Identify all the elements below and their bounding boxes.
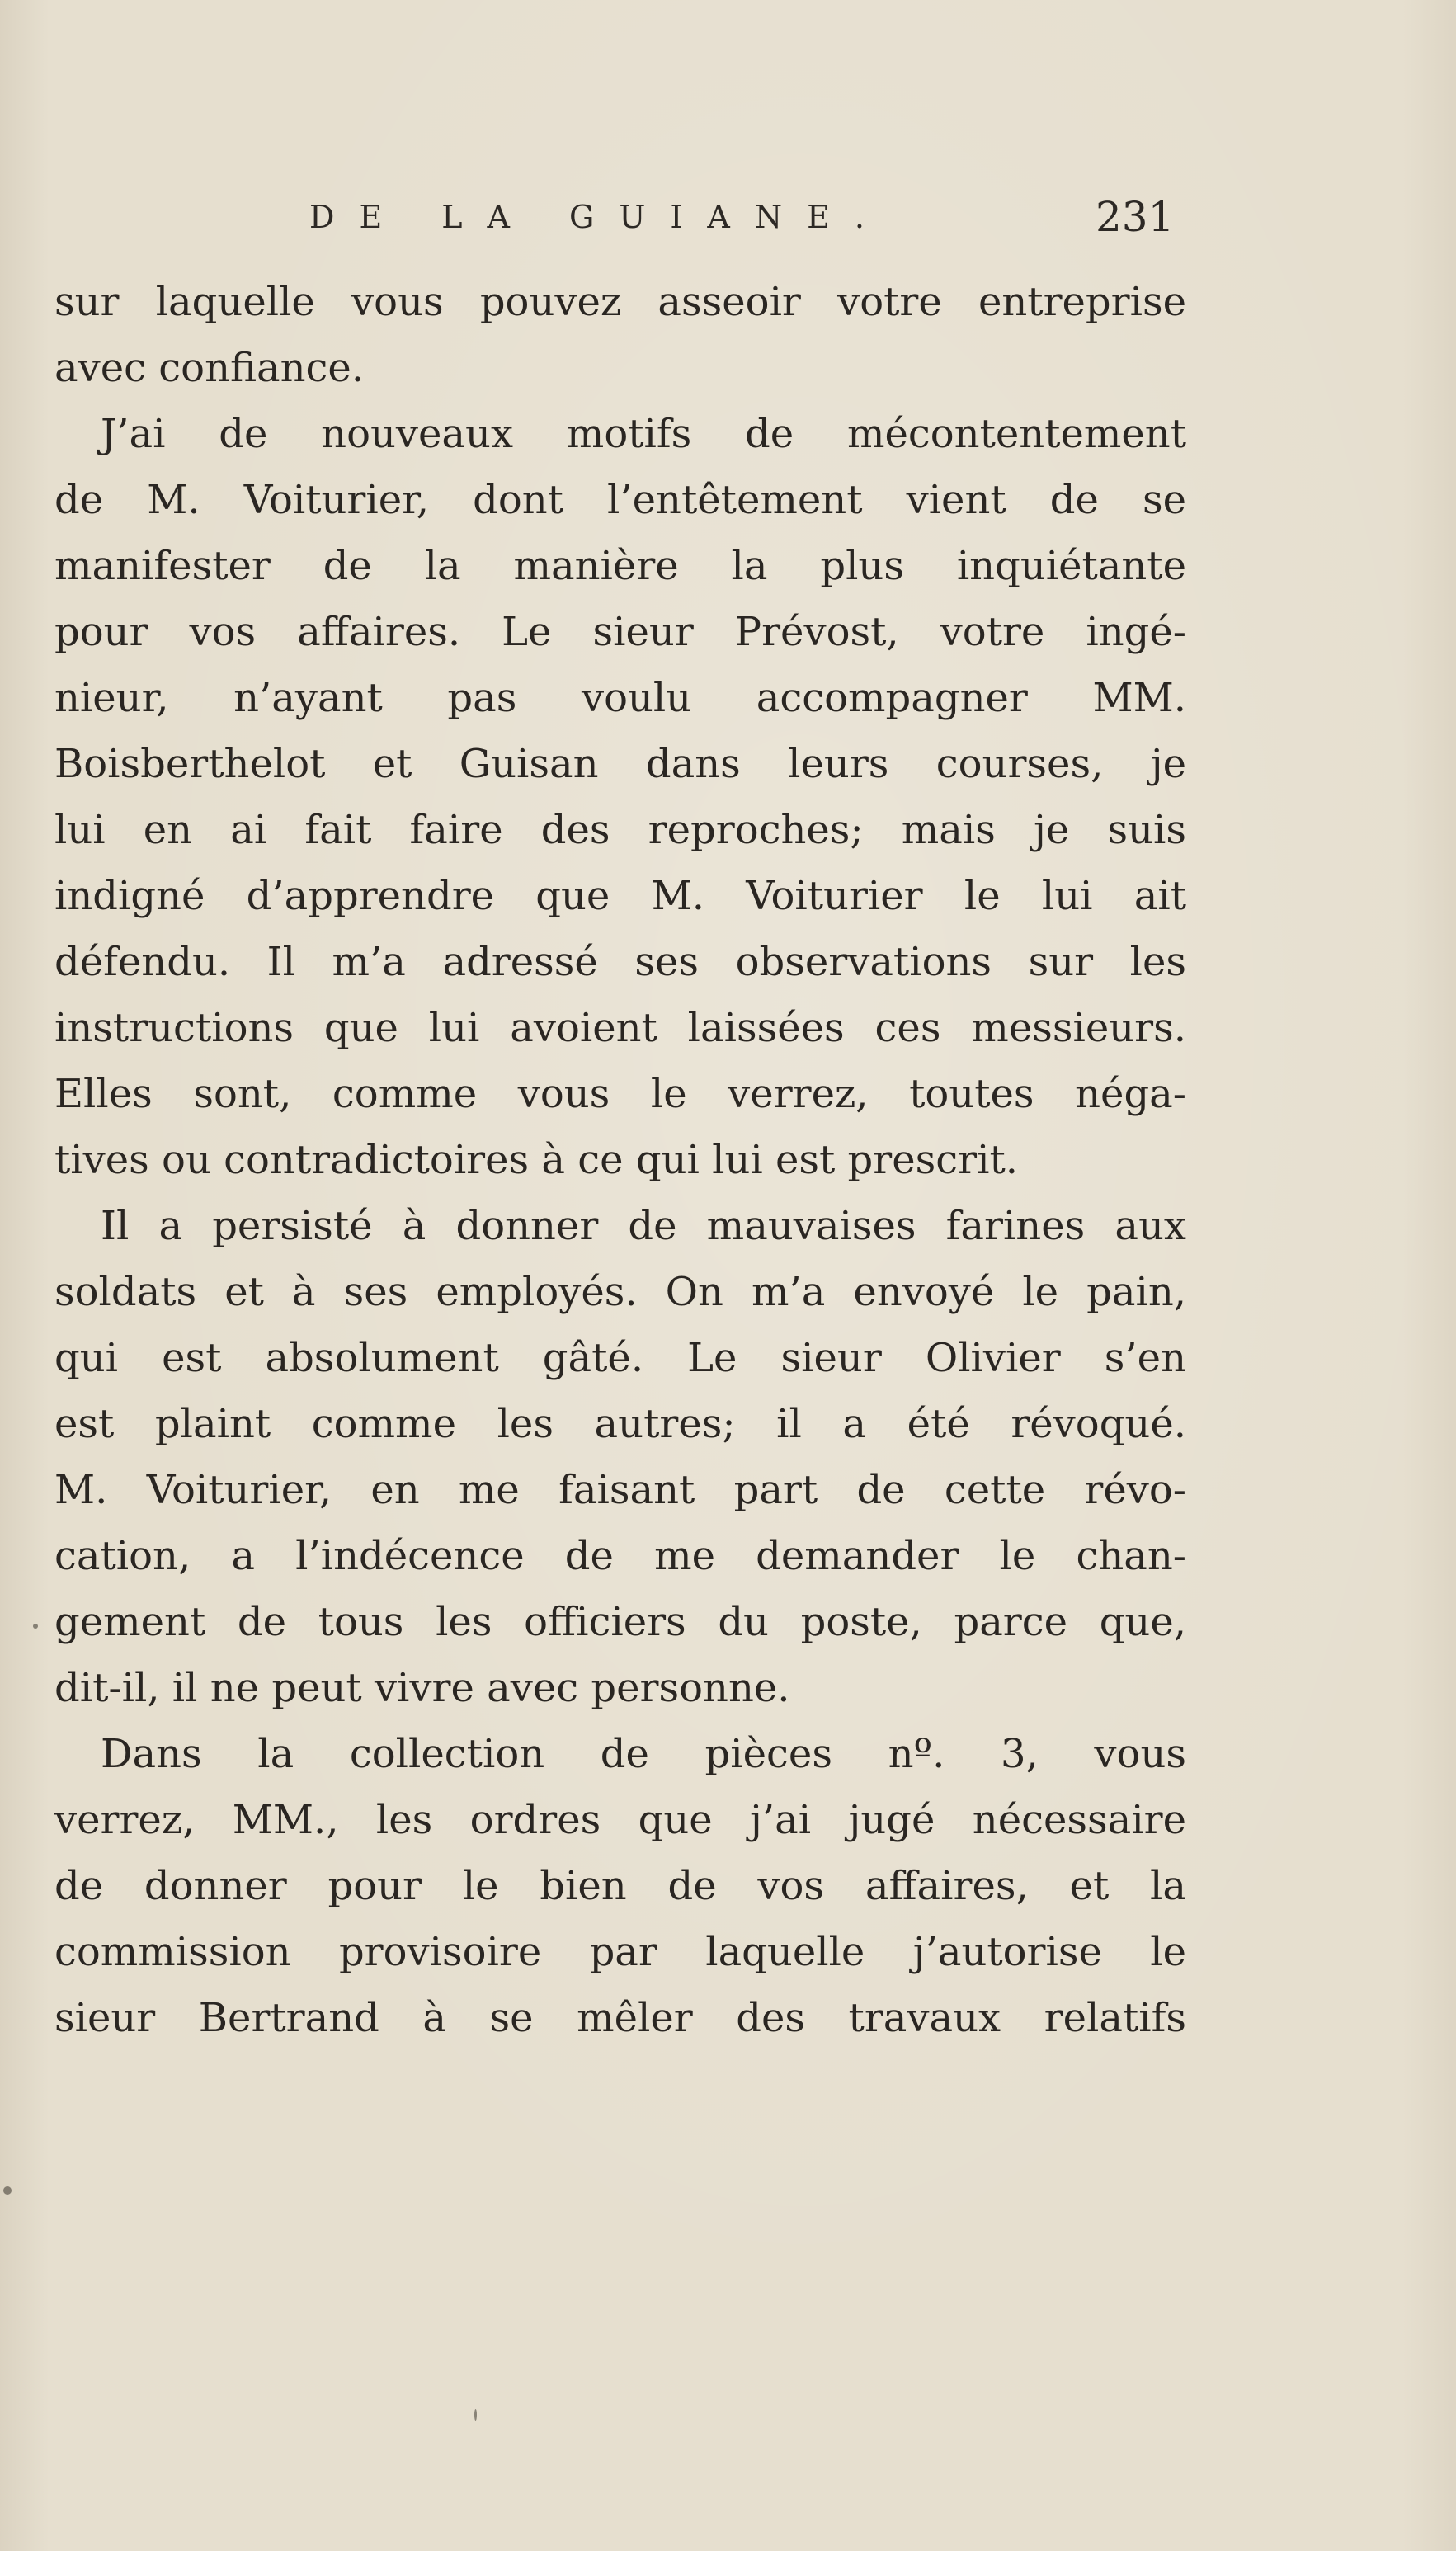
text-line: verrez, MM., les ordres que j’ai jugé nécessaire [54, 1797, 1186, 1843]
text-line: M. Voiturier, en me faisant part de cette révo- [54, 1467, 1186, 1513]
text-line: dit-il, il ne peut vivre avec personne. [54, 1665, 790, 1711]
text-line: Boisberthelot et Guisan dans leurs courses, je [54, 741, 1186, 787]
text-line: de donner pour le bien de vos affaires, et la [54, 1863, 1186, 1909]
text-line: tives ou contradictoires à ce qui lui est prescrit. [54, 1137, 1018, 1183]
text-line: avec confiance. [54, 345, 365, 391]
text-line: Elles sont, comme vous le verrez, toutes néga- [54, 1071, 1186, 1117]
text-line: défendu. Il m’a adressé ses observations sur les [54, 939, 1186, 985]
text-line: Dans la collection de pièces nº. 3, vous [101, 1731, 1186, 1777]
body-text [54, 269, 1186, 2051]
paper-speck [33, 1624, 38, 1629]
text-line: pour vos affaires. Le sieur Prévost, votre ingé- [54, 609, 1186, 655]
text-line: qui est absolument gâté. Le sieur Olivier s’en [54, 1335, 1186, 1381]
page-number: 231 [1096, 193, 1175, 241]
text-line: nieur, n’ayant pas voulu accompagner MM. [54, 675, 1186, 721]
text-line: est plaint comme les autres; il a été révoqué. [54, 1401, 1186, 1447]
text-line: J’ai de nouveaux motifs de mécontentement [101, 411, 1186, 457]
text-line: de M. Voiturier, dont l’entêtement vient de se [54, 477, 1186, 523]
text-line: gement de tous les officiers du poste, parce que, [54, 1599, 1186, 1645]
running-title: DE LA GUIANE. [309, 199, 889, 235]
text-line: manifester de la manière la plus inquiétante [54, 543, 1186, 589]
text-line: sur laquelle vous pouvez asseoir votre entreprise [54, 279, 1186, 325]
text-line: soldats et à ses employés. On m’a envoyé le pain, [54, 1269, 1186, 1315]
text-line: sieur Bertrand à se mêler des travaux relatifs [54, 1995, 1186, 2041]
text-line: commission provisoire par laquelle j’autorise le [54, 1929, 1186, 1975]
text-line: lui en ai fait faire des reproches; mais je suis [54, 807, 1186, 853]
running-head [0, 188, 1456, 246]
text-line: Il a persisté à donner de mauvaises farines aux [101, 1203, 1186, 1249]
paper-speck [474, 2409, 477, 2421]
text-line: cation, a l’indécence de me demander le chan- [54, 1533, 1186, 1579]
paper-speck [3, 2186, 12, 2195]
text-line: instructions que lui avoient laissées ces messieurs. [54, 1005, 1186, 1051]
text-line: indigné d’apprendre que M. Voiturier le lui ait [54, 873, 1186, 919]
